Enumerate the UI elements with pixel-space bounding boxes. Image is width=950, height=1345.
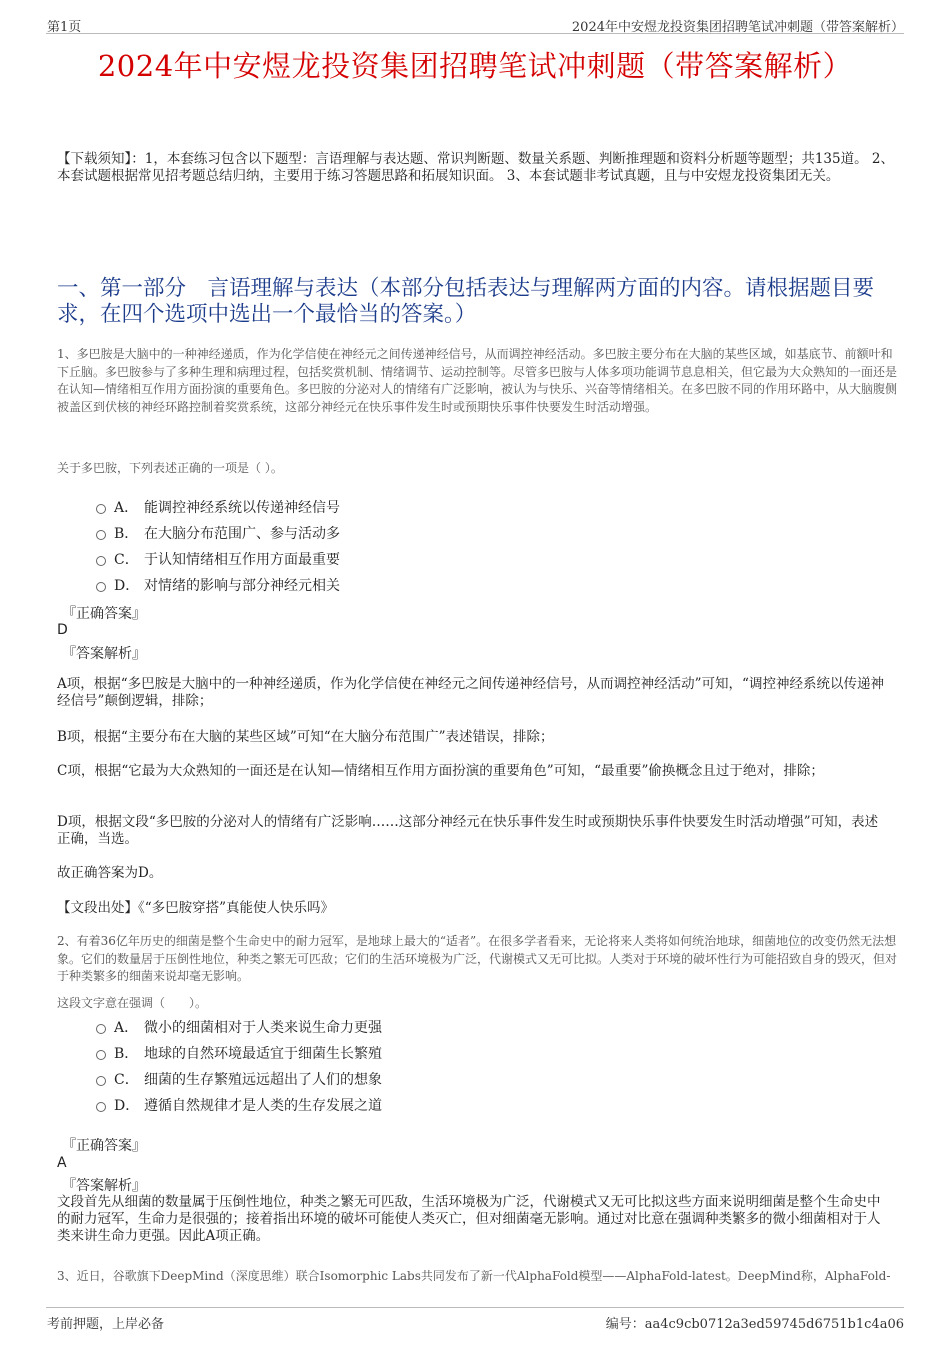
radio-icon[interactable] — [96, 504, 106, 514]
running-header-title: 2024年中安煜龙投资集团招聘笔试冲刺题（带答案解析） — [571, 20, 904, 35]
q2-answer: A — [57, 1155, 67, 1171]
q1-option-a[interactable]: A． 能调控神经系统以传递神经信号 — [96, 497, 340, 517]
q2-option-b[interactable]: B． 地球的自然环境最适宜于细菌生长繁殖 — [96, 1043, 382, 1063]
q1-analysis-d: D项，根据文段“多巴胺的分泌对人的情绪有广泛影响……这部分神经元在快乐事件发生时或预期快乐事件快要发生时活动增强”可知，表述正确，当选。 — [57, 814, 879, 847]
q1-answer-tag: 『正确答案』 — [62, 606, 146, 622]
radio-icon[interactable] — [96, 1102, 106, 1112]
footer-document-id: 编号：aa4c9cb0712a3ed59745d6751b1c4a06 — [605, 1317, 904, 1332]
radio-icon[interactable] — [96, 1024, 106, 1034]
radio-icon[interactable] — [96, 530, 106, 540]
footer-divider — [46, 1307, 904, 1308]
radio-icon[interactable] — [96, 1050, 106, 1060]
q1-question: 关于多巴胺，下列表述正确的一项是（ ）。 — [57, 461, 283, 475]
q1-analysis-b: B项，根据“主要分布在大脑的某些区域”可知“在大脑分布范围广”表述错误，排除； — [57, 729, 554, 745]
q2-option-d[interactable]: D． 遵循自然规律才是人类的生存发展之道 — [96, 1095, 382, 1115]
q1-analysis-c: C项，根据“它最为大众熟知的一面还是在认知—情绪相互作用方面扮演的重要角色”可知，“最重要”偷换概念且过于绝对，排除； — [57, 763, 824, 779]
footer-slogan: 考前押题，上岸必备 — [47, 1317, 165, 1332]
q1-option-b[interactable]: B． 在大脑分布范围广、参与活动多 — [96, 523, 340, 543]
q1-option-d[interactable]: D． 对情绪的影响与部分神经元相关 — [96, 575, 340, 595]
download-notice: 【下载须知】：1，本套练习包含以下题型：言语理解与表达题、常识判断题、数量关系题、判断推理题和资料分析题等题型；共135道。 2、本套试题根据常见招考题总结归纳，主要用于练习答题思路和拓展知识面。 3、本套试题非考试真题，且与中安煜龙投资集团无关。 — [57, 151, 894, 184]
q2-analysis-tag: 『答案解析』 — [62, 1178, 146, 1194]
q2-option-c[interactable]: C． 细菌的生存繁殖远远超出了人们的想象 — [96, 1069, 382, 1089]
q1-passage: 1、多巴胺是大脑中的一种神经递质，作为化学信使在神经元之间传递神经信号，从而调控神经活动。多巴胺主要分布在大脑的某些区域，如基底节、前额叶和下丘脑。多巴胺参与了多种生理和病理过程，包括奖赏机制、情绪调节、运动控制等。尽管多巴胺与人体多项功能调节息息相关，但它最为大众熟知的一面还是在认知—情绪相互作用方面扮演的重要角色。多巴胺的分泌对人的情绪有广泛影响，被认为与快乐、兴奋等情绪相关。在多巴胺不同的作用环路中，从大脑腹侧被盖区到伏核的神经环路控制着奖赏系统，这部分神经元在快乐事件发生时或预期快乐事件快要发生时活动增强。 — [57, 347, 898, 414]
q1-source: 【文段出处】《“多巴胺穿搭”真能使人快乐吗》 — [57, 900, 335, 916]
section-heading: 一、第一部分 言语理解与表达（本部分包括表达与理解两方面的内容。请根据题目要求，在四个选项中选出一个最恰当的答案。） — [57, 276, 875, 327]
q1-analysis-tag: 『答案解析』 — [62, 646, 146, 662]
q1-answer: D — [57, 622, 68, 638]
q1-analysis-a: A项，根据“多巴胺是大脑中的一种神经递质，作为化学信使在神经元之间传递神经信号，从而调控神经活动”可知，“调控神经系统以传递神经信号”颠倒逻辑，排除； — [57, 676, 884, 709]
document-title: 2024年中安煜龙投资集团招聘笔试冲刺题（带答案解析） — [97, 49, 853, 83]
radio-icon[interactable] — [96, 1076, 106, 1086]
page-number-label: 第1页 — [47, 20, 82, 35]
q1-conclusion: 故正确答案为D。 — [57, 865, 163, 881]
q2-question: 这段文字意在强调（ ）。 — [57, 996, 208, 1010]
radio-icon[interactable] — [96, 556, 106, 566]
q2-option-a[interactable]: A． 微小的细菌相对于人类来说生命力更强 — [96, 1017, 382, 1037]
q2-passage: 2、有着36亿年历史的细菌是整个生命史中的耐力冠军，是地球上最大的“适者”。在很多学者看来，无论将来人类将如何统治地球，细菌地位的改变仍然无法想象。它们的数量居于压倒性地位，种类之繁无可匹敌；它们的生活环境极为广泛，代谢模式又无可比拟。人类对于环境的破坏性行为可能招致自身的毁灭，但对于种类繁多的细菌来说却毫无影响。 — [57, 934, 898, 983]
q2-answer-tag: 『正确答案』 — [62, 1138, 146, 1154]
header-divider — [46, 33, 904, 34]
q2-analysis: 文段首先从细菌的数量属于压倒性地位，种类之繁无可匹敌，生活环境极为广泛，代谢模式又无可比拟这些方面来说明细菌是整个生命史中的耐力冠军，生命力是很强的；接着指出环境的破坏可能使人类灭亡，但对细菌毫无影响。通过对比意在强调种类繁多的微小细菌相对于人类来讲生命力更强。因此A项正确。 — [57, 1194, 881, 1244]
radio-icon[interactable] — [96, 582, 106, 592]
q1-option-c[interactable]: C． 于认知情绪相互作用方面最重要 — [96, 549, 340, 569]
q3-passage-start: 3、近日，谷歌旗下DeepMind（深度思维）联合Isomorphic Labs共同发布了新一代AlphaFold模型——AlphaFold-latest。DeepMind称，AlphaFold- — [57, 1269, 891, 1283]
